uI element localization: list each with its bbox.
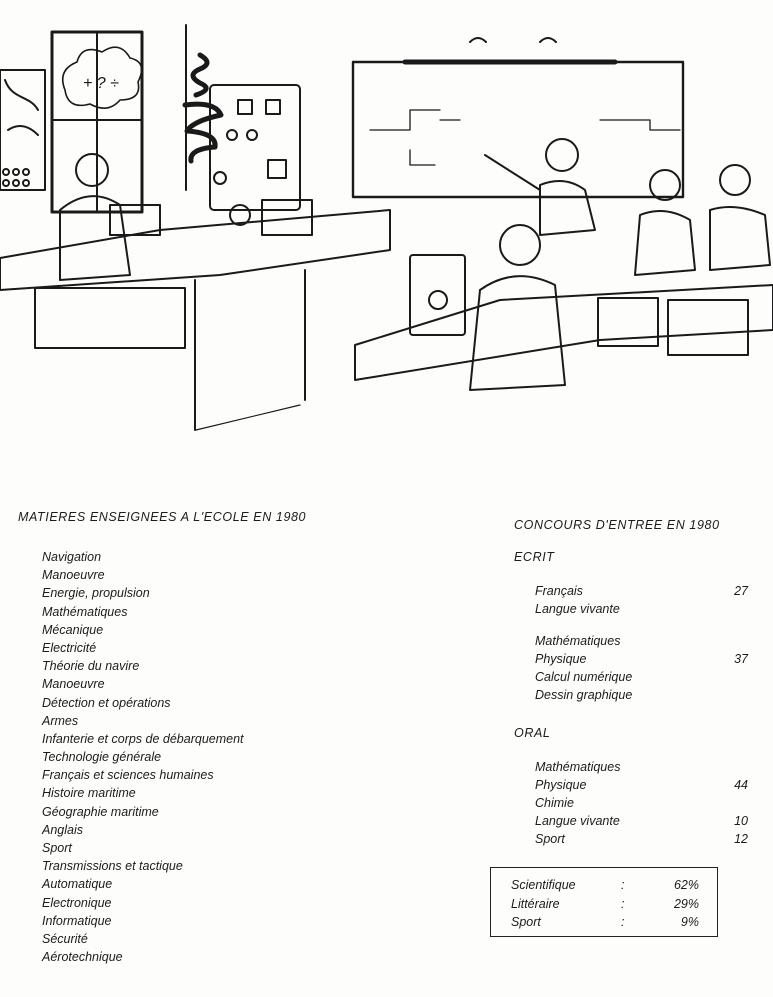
subject-item: Electronique <box>42 895 112 910</box>
subject-item: Manoeuvre <box>42 677 105 692</box>
oral-subject: Physique <box>535 778 587 792</box>
subjects-section <box>18 510 458 966</box>
oral-score: 12 <box>734 832 748 846</box>
summary-label: Sport <box>511 915 541 929</box>
subject-item: Navigation <box>42 550 102 564</box>
summary-row <box>511 913 699 932</box>
summary-row <box>511 876 699 895</box>
lab-bench <box>0 210 390 290</box>
subject-item: Technologie générale <box>42 750 162 765</box>
student-head <box>76 154 108 186</box>
summary-percent: 62% <box>673 878 699 892</box>
subject-item: Français et sciences humaines <box>42 768 214 783</box>
subject-item: Electricité <box>42 640 97 655</box>
summary-box <box>490 867 718 937</box>
subject-item: Mécanique <box>42 622 104 637</box>
concours-heading: CONCOURS D'ENTREE EN 1980 <box>514 518 720 532</box>
subject-item: Infanterie et corps de débarquement <box>42 731 244 746</box>
subject-item: Automatique <box>42 877 113 892</box>
ecrit-subject: Langue vivante <box>535 602 620 616</box>
oral-row <box>535 794 748 812</box>
ecrit-subject: Calcul numérique <box>535 670 633 684</box>
ecrit-subject: Français <box>535 584 583 598</box>
ecrit-subject: Mathématiques <box>535 634 621 648</box>
summary-row <box>511 895 699 914</box>
oral-subject: Chimie <box>535 796 574 810</box>
oral-subject: Mathématiques <box>535 760 621 774</box>
concours-section <box>514 518 754 848</box>
svg-text:+ ? ÷: + ? ÷ <box>83 75 119 92</box>
oral-list <box>535 758 748 848</box>
summary-colon: : <box>621 915 625 929</box>
bench-drawer <box>35 288 185 348</box>
summary-label: Scientifique <box>511 878 576 892</box>
oral-subject: Langue vivante <box>535 814 620 828</box>
subject-item: Aérotechnique <box>42 950 123 965</box>
ecrit-group-1 <box>535 582 748 618</box>
oral-row <box>535 830 748 848</box>
summary-colon: : <box>621 878 625 892</box>
subject-item: Sécurité <box>42 931 88 946</box>
subject-item: Géographie maritime <box>42 804 159 819</box>
equipment-rack <box>210 85 300 210</box>
summary-label: Littéraire <box>511 896 560 911</box>
subject-item: Mathématiques <box>42 604 128 619</box>
ecrit-group-2 <box>535 632 748 704</box>
subjects-list <box>18 548 458 966</box>
oral-row <box>535 758 748 776</box>
subject-item: Energie, propulsion <box>42 586 150 601</box>
summary-percent: 9% <box>680 915 699 929</box>
subject-item: Théorie du navire <box>42 659 140 674</box>
subjects-heading: MATIERES ENSEIGNEES A L'ECOLE EN 1980 <box>18 510 307 524</box>
teacher-head <box>546 139 578 171</box>
subject-item: Armes <box>42 713 79 728</box>
oral-score: 10 <box>734 814 748 828</box>
oral-subject: Sport <box>535 832 565 846</box>
ecrit-subject: Dessin graphique <box>535 688 633 702</box>
oral-heading: ORAL <box>514 726 551 740</box>
oral-row <box>535 776 748 794</box>
subject-item: Informatique <box>42 913 112 928</box>
ecrit-group-2-score: 37 <box>734 652 748 666</box>
subject-item: Histoire maritime <box>42 786 136 801</box>
ecrit-heading: ECRIT <box>514 550 555 564</box>
ecrit-subject: Physique <box>535 652 587 666</box>
subject-item: Transmissions et tactique <box>42 859 183 874</box>
summary-colon: : <box>621 896 625 911</box>
oral-score: 44 <box>734 778 748 792</box>
summary-percent: 29% <box>673 896 699 911</box>
laboratory-illustration <box>0 0 773 440</box>
subject-item: Anglais <box>42 822 83 837</box>
subject-item: Sport <box>42 841 72 855</box>
meter <box>410 255 465 335</box>
subject-item: Détection et opérations <box>42 695 171 710</box>
ecrit-group-1-score: 27 <box>734 584 748 598</box>
oral-row <box>535 812 748 830</box>
subject-item: Manoeuvre <box>42 568 105 583</box>
